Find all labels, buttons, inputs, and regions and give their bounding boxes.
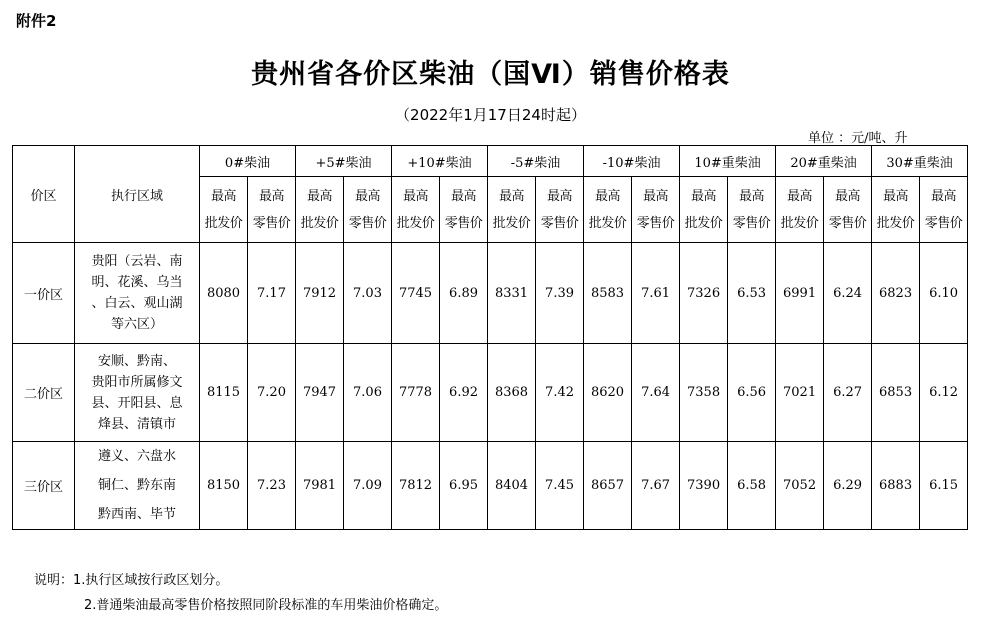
retail-price-cell: 6.15 bbox=[920, 442, 968, 530]
header-fuel: 30#重柴油 bbox=[872, 146, 968, 177]
header-sub-line: 最高 bbox=[307, 188, 333, 204]
header-max-wholesale bbox=[584, 177, 632, 243]
header-fuel: 10#重柴油 bbox=[680, 146, 776, 177]
exec-area-line: 铜仁、黔东南 bbox=[97, 478, 176, 493]
header-sub-line: 零售价 bbox=[828, 215, 867, 231]
header-sub-line: 最高 bbox=[691, 188, 717, 204]
effective-date: （2022年1月17日24时起） bbox=[395, 106, 586, 124]
wholesale-price-cell: 6883 bbox=[872, 442, 920, 530]
exec-area-cell bbox=[75, 442, 200, 530]
retail-price-cell: 7.06 bbox=[344, 344, 392, 442]
wholesale-price-cell: 7052 bbox=[776, 442, 824, 530]
header-sub-line: 批发价 bbox=[396, 215, 435, 231]
retail-price-cell: 6.27 bbox=[824, 344, 872, 442]
header-sub-line: 批发价 bbox=[492, 215, 531, 231]
header-sub-line: 最高 bbox=[499, 188, 525, 204]
exec-area-line: 、白云、观山湖 bbox=[91, 296, 183, 311]
wholesale-price-cell: 8583 bbox=[584, 243, 632, 344]
header-fuel: -5#柴油 bbox=[488, 146, 584, 177]
retail-price-cell: 7.42 bbox=[536, 344, 584, 442]
wholesale-price-cell: 7358 bbox=[680, 344, 728, 442]
header-sub-line: 最高 bbox=[643, 188, 669, 204]
header-sub-line: 最高 bbox=[835, 188, 861, 204]
retail-price-cell: 7.17 bbox=[248, 243, 296, 344]
header-max-retail bbox=[824, 177, 872, 243]
header-max-wholesale bbox=[392, 177, 440, 243]
header-max-wholesale bbox=[776, 177, 824, 243]
wholesale-price-cell: 7390 bbox=[680, 442, 728, 530]
price-zone-cell: 一价区 bbox=[13, 243, 75, 344]
header-sub-line: 最高 bbox=[787, 188, 813, 204]
header-fuel: -10#柴油 bbox=[584, 146, 680, 177]
wholesale-price-cell: 8115 bbox=[200, 344, 248, 442]
exec-area-line: 明、花溪、乌当 bbox=[91, 275, 183, 290]
header-max-wholesale bbox=[296, 177, 344, 243]
header-sub-line: 零售价 bbox=[252, 215, 291, 231]
table-row bbox=[13, 344, 968, 442]
exec-area-line: 黔西南、毕节 bbox=[97, 507, 176, 522]
header-sub-line: 零售价 bbox=[540, 215, 579, 231]
header-sub-line: 最高 bbox=[883, 188, 909, 204]
header-sub-line: 批发价 bbox=[780, 215, 819, 231]
wholesale-price-cell: 8368 bbox=[488, 344, 536, 442]
price-table bbox=[12, 145, 968, 530]
header-sub-line: 批发价 bbox=[876, 215, 915, 231]
unit-label: 单位 ：元/吨、升 bbox=[808, 131, 908, 146]
annex-label: 附件2 bbox=[16, 12, 57, 30]
wholesale-price-cell: 8150 bbox=[200, 442, 248, 530]
header-fuel: 0#柴油 bbox=[200, 146, 296, 177]
retail-price-cell: 7.61 bbox=[632, 243, 680, 344]
exec-area-line: 烽县、清镇市 bbox=[97, 416, 176, 432]
note-1: 说明：1.执行区域按行政区划分。 bbox=[34, 573, 229, 588]
retail-price-cell: 6.10 bbox=[920, 243, 968, 344]
header-fuel: +5#柴油 bbox=[296, 146, 392, 177]
wholesale-price-cell: 8331 bbox=[488, 243, 536, 344]
header-max-retail bbox=[248, 177, 296, 243]
wholesale-price-cell: 6853 bbox=[872, 344, 920, 442]
header-sub-line: 最高 bbox=[547, 188, 573, 204]
header-sub-line: 零售价 bbox=[348, 215, 387, 231]
header-sub-line: 零售价 bbox=[732, 215, 771, 231]
header-price-zone: 价区 bbox=[13, 146, 75, 243]
header-fuel: 20#重柴油 bbox=[776, 146, 872, 177]
exec-area-cell bbox=[75, 344, 200, 442]
wholesale-price-cell: 7021 bbox=[776, 344, 824, 442]
table-row bbox=[13, 442, 968, 530]
exec-area-line: 安顺、黔南、 bbox=[97, 353, 176, 369]
header-sub-line: 批发价 bbox=[588, 215, 627, 231]
header-max-retail bbox=[728, 177, 776, 243]
header-sub-line: 零售价 bbox=[636, 215, 675, 231]
exec-area-cell bbox=[75, 243, 200, 344]
retail-price-cell: 7.67 bbox=[632, 442, 680, 530]
exec-area-line: 贵阳（云岩、南 bbox=[91, 254, 183, 269]
retail-price-cell: 6.24 bbox=[824, 243, 872, 344]
price-zone-cell: 三价区 bbox=[13, 442, 75, 530]
wholesale-price-cell: 6991 bbox=[776, 243, 824, 344]
wholesale-price-cell: 7326 bbox=[680, 243, 728, 344]
exec-area-line: 县、开阳县、息 bbox=[91, 395, 183, 411]
retail-price-cell: 6.89 bbox=[440, 243, 488, 344]
retail-price-cell: 6.53 bbox=[728, 243, 776, 344]
retail-price-cell: 7.20 bbox=[248, 344, 296, 442]
wholesale-price-cell: 8620 bbox=[584, 344, 632, 442]
header-sub-line: 最高 bbox=[931, 188, 957, 204]
retail-price-cell: 7.45 bbox=[536, 442, 584, 530]
retail-price-cell: 7.39 bbox=[536, 243, 584, 344]
header-row-fuels bbox=[13, 146, 968, 177]
header-max-retail bbox=[536, 177, 584, 243]
notes bbox=[34, 568, 447, 618]
exec-area-line: 贵阳市所属修文 bbox=[91, 374, 183, 390]
wholesale-price-cell: 7912 bbox=[296, 243, 344, 344]
header-sub-line: 最高 bbox=[355, 188, 381, 204]
table-row bbox=[13, 243, 968, 344]
header-max-retail bbox=[344, 177, 392, 243]
exec-area-line: 等六区） bbox=[110, 317, 163, 332]
wholesale-price-cell: 7947 bbox=[296, 344, 344, 442]
wholesale-price-cell: 7981 bbox=[296, 442, 344, 530]
wholesale-price-cell: 6823 bbox=[872, 243, 920, 344]
retail-price-cell: 7.09 bbox=[344, 442, 392, 530]
header-sub-line: 批发价 bbox=[684, 215, 723, 231]
header-max-wholesale bbox=[680, 177, 728, 243]
header-sub-line: 零售价 bbox=[444, 215, 483, 231]
page-title: 贵州省各价区柴油（国Ⅵ）销售价格表 bbox=[251, 59, 730, 90]
retail-price-cell: 6.56 bbox=[728, 344, 776, 442]
header-max-retail bbox=[920, 177, 968, 243]
retail-price-cell: 6.58 bbox=[728, 442, 776, 530]
retail-price-cell: 6.29 bbox=[824, 442, 872, 530]
header-sub-line: 最高 bbox=[210, 188, 236, 204]
retail-price-cell: 7.03 bbox=[344, 243, 392, 344]
header-sub-line: 零售价 bbox=[924, 215, 963, 231]
note-2: 2.普通柴油最高零售价格按照同阶段标准的车用柴油价格确定。 bbox=[84, 598, 448, 613]
header-sub-line: 最高 bbox=[403, 188, 429, 204]
header-sub-line: 最高 bbox=[739, 188, 765, 204]
header-max-wholesale bbox=[872, 177, 920, 243]
header-exec-area: 执行区域 bbox=[75, 146, 200, 243]
price-zone-cell: 二价区 bbox=[13, 344, 75, 442]
retail-price-cell: 6.92 bbox=[440, 344, 488, 442]
header-sub-line: 最高 bbox=[259, 188, 285, 204]
header-fuel: +10#柴油 bbox=[392, 146, 488, 177]
wholesale-price-cell: 7745 bbox=[392, 243, 440, 344]
header-max-retail bbox=[632, 177, 680, 243]
retail-price-cell: 7.23 bbox=[248, 442, 296, 530]
wholesale-price-cell: 8080 bbox=[200, 243, 248, 344]
retail-price-cell: 6.95 bbox=[440, 442, 488, 530]
wholesale-price-cell: 8404 bbox=[488, 442, 536, 530]
wholesale-price-cell: 7812 bbox=[392, 442, 440, 530]
retail-price-cell: 6.12 bbox=[920, 344, 968, 442]
header-max-retail bbox=[440, 177, 488, 243]
header-max-wholesale bbox=[488, 177, 536, 243]
retail-price-cell: 7.64 bbox=[632, 344, 680, 442]
exec-area-line: 遵义、六盘水 bbox=[97, 449, 176, 464]
header-sub-line: 批发价 bbox=[300, 215, 339, 231]
wholesale-price-cell: 7778 bbox=[392, 344, 440, 442]
wholesale-price-cell: 8657 bbox=[584, 442, 632, 530]
header-sub-line: 批发价 bbox=[204, 215, 243, 231]
header-max-wholesale bbox=[200, 177, 248, 243]
header-sub-line: 最高 bbox=[595, 188, 621, 204]
header-sub-line: 最高 bbox=[451, 188, 477, 204]
